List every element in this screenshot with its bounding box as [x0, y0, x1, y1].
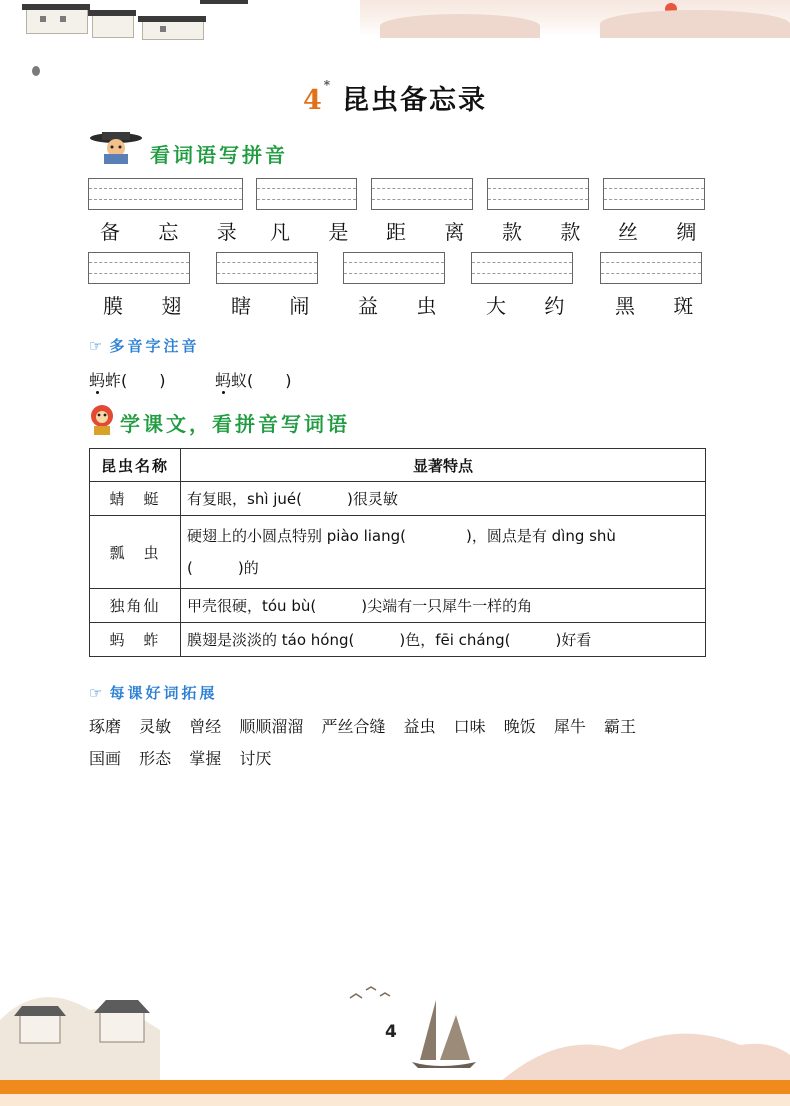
emphasis-dot [96, 391, 99, 394]
polyphone-item[interactable]: 蚂蚁( ) [215, 371, 292, 390]
section-heading-pinyin: 看词语写拼音 [150, 143, 288, 167]
table-header-cell: 昆虫名称 [90, 449, 181, 482]
pinyin-box[interactable] [371, 178, 473, 210]
vocab-word: 掌握 [189, 749, 222, 768]
pinyin-box[interactable] [88, 252, 190, 284]
insect-feature-line: ( )的 [187, 559, 259, 577]
insect-feature-line: 硬翅上的小圆点特别 piào liang( )，圆点是有 dìng shù [187, 527, 616, 545]
pinyin-box[interactable] [256, 178, 357, 210]
vocab-word: 严丝合缝 [321, 717, 386, 736]
word: 瞎 闹 [231, 294, 326, 318]
footer-bar [0, 1080, 790, 1094]
insect-name: 蚂 蚱 [90, 623, 181, 657]
emphasis-dot [222, 391, 225, 394]
table-header-row [90, 449, 706, 482]
insect-feature[interactable] [181, 516, 706, 589]
subheading-vocab-extension: ☞ 每课好词拓展 [89, 684, 218, 702]
table-row [90, 589, 706, 623]
insect-features-table [89, 448, 706, 657]
scholar-mascot-icon [88, 128, 144, 164]
table-row [90, 516, 706, 589]
vocab-word: 曾经 [189, 717, 222, 736]
pinyin-box[interactable] [88, 178, 243, 210]
word: 凡 是 [270, 220, 365, 244]
hill-decoration [380, 14, 540, 38]
insect-feature[interactable]: 有复眼，shì jué( )很灵敏 [181, 482, 706, 516]
page-number: 4 [385, 1022, 397, 1042]
word: 备 忘 录 [100, 220, 253, 244]
vocab-word: 国画 [89, 749, 122, 768]
footer-landscape-decoration [0, 960, 790, 1082]
word: 款 款 [502, 220, 597, 244]
vocab-word: 霸王 [603, 717, 636, 736]
vocab-word: 形态 [139, 749, 172, 768]
word: 膜 翅 [103, 294, 198, 318]
vocab-word: 琢磨 [89, 717, 122, 736]
polyphone-item[interactable]: 蚂蚱( ) [89, 371, 166, 390]
vocab-line [89, 746, 284, 769]
vocab-word: 益虫 [403, 717, 436, 736]
pinyin-box[interactable] [471, 252, 573, 284]
subheading-polyphone: ☞ 多音字注音 [89, 337, 200, 355]
hill-decoration [600, 10, 790, 38]
vocab-word: 讨厌 [239, 749, 272, 768]
pinyin-box[interactable] [600, 252, 702, 284]
word: 大 约 [486, 294, 581, 318]
vocab-word: 灵敏 [139, 717, 172, 736]
insect-feature[interactable]: 膜翅是淡淡的 táo hóng( )色，fēi cháng( )好看 [181, 623, 706, 657]
word: 距 离 [386, 220, 481, 244]
pinyin-box[interactable] [343, 252, 445, 284]
table-header-cell: 显著特点 [181, 449, 706, 482]
vocab-word: 晚饭 [503, 717, 536, 736]
word: 黑 斑 [615, 294, 710, 318]
vocab-line [89, 714, 649, 737]
pointing-hand-icon: ☞ [89, 684, 106, 702]
vocab-word: 口味 [453, 717, 486, 736]
pinyin-box[interactable] [216, 252, 318, 284]
vocab-word: 犀牛 [553, 717, 586, 736]
lion-dance-mascot-icon [88, 402, 116, 436]
pinyin-box[interactable] [487, 178, 589, 210]
section-heading-write-words: 学课文，看拼音写词语 [120, 412, 350, 436]
insect-name: 蜻 蜓 [90, 482, 181, 516]
pointing-hand-icon: ☞ [89, 337, 106, 355]
lesson-title: 4* 昆虫备忘录 [302, 78, 488, 116]
table-row [90, 623, 706, 657]
footer-bar-light [0, 1094, 790, 1106]
vocab-word: 顺顺溜溜 [239, 717, 304, 736]
pinyin-box[interactable] [603, 178, 705, 210]
insect-feature[interactable]: 甲壳很硬，tóu bù( )尖端有一只犀牛一样的角 [181, 589, 706, 623]
table-row [90, 482, 706, 516]
word: 丝 绸 [618, 220, 713, 244]
insect-name: 独角仙 [90, 589, 181, 623]
word: 益 虫 [358, 294, 453, 318]
insect-name: 瓢 虫 [90, 516, 181, 589]
